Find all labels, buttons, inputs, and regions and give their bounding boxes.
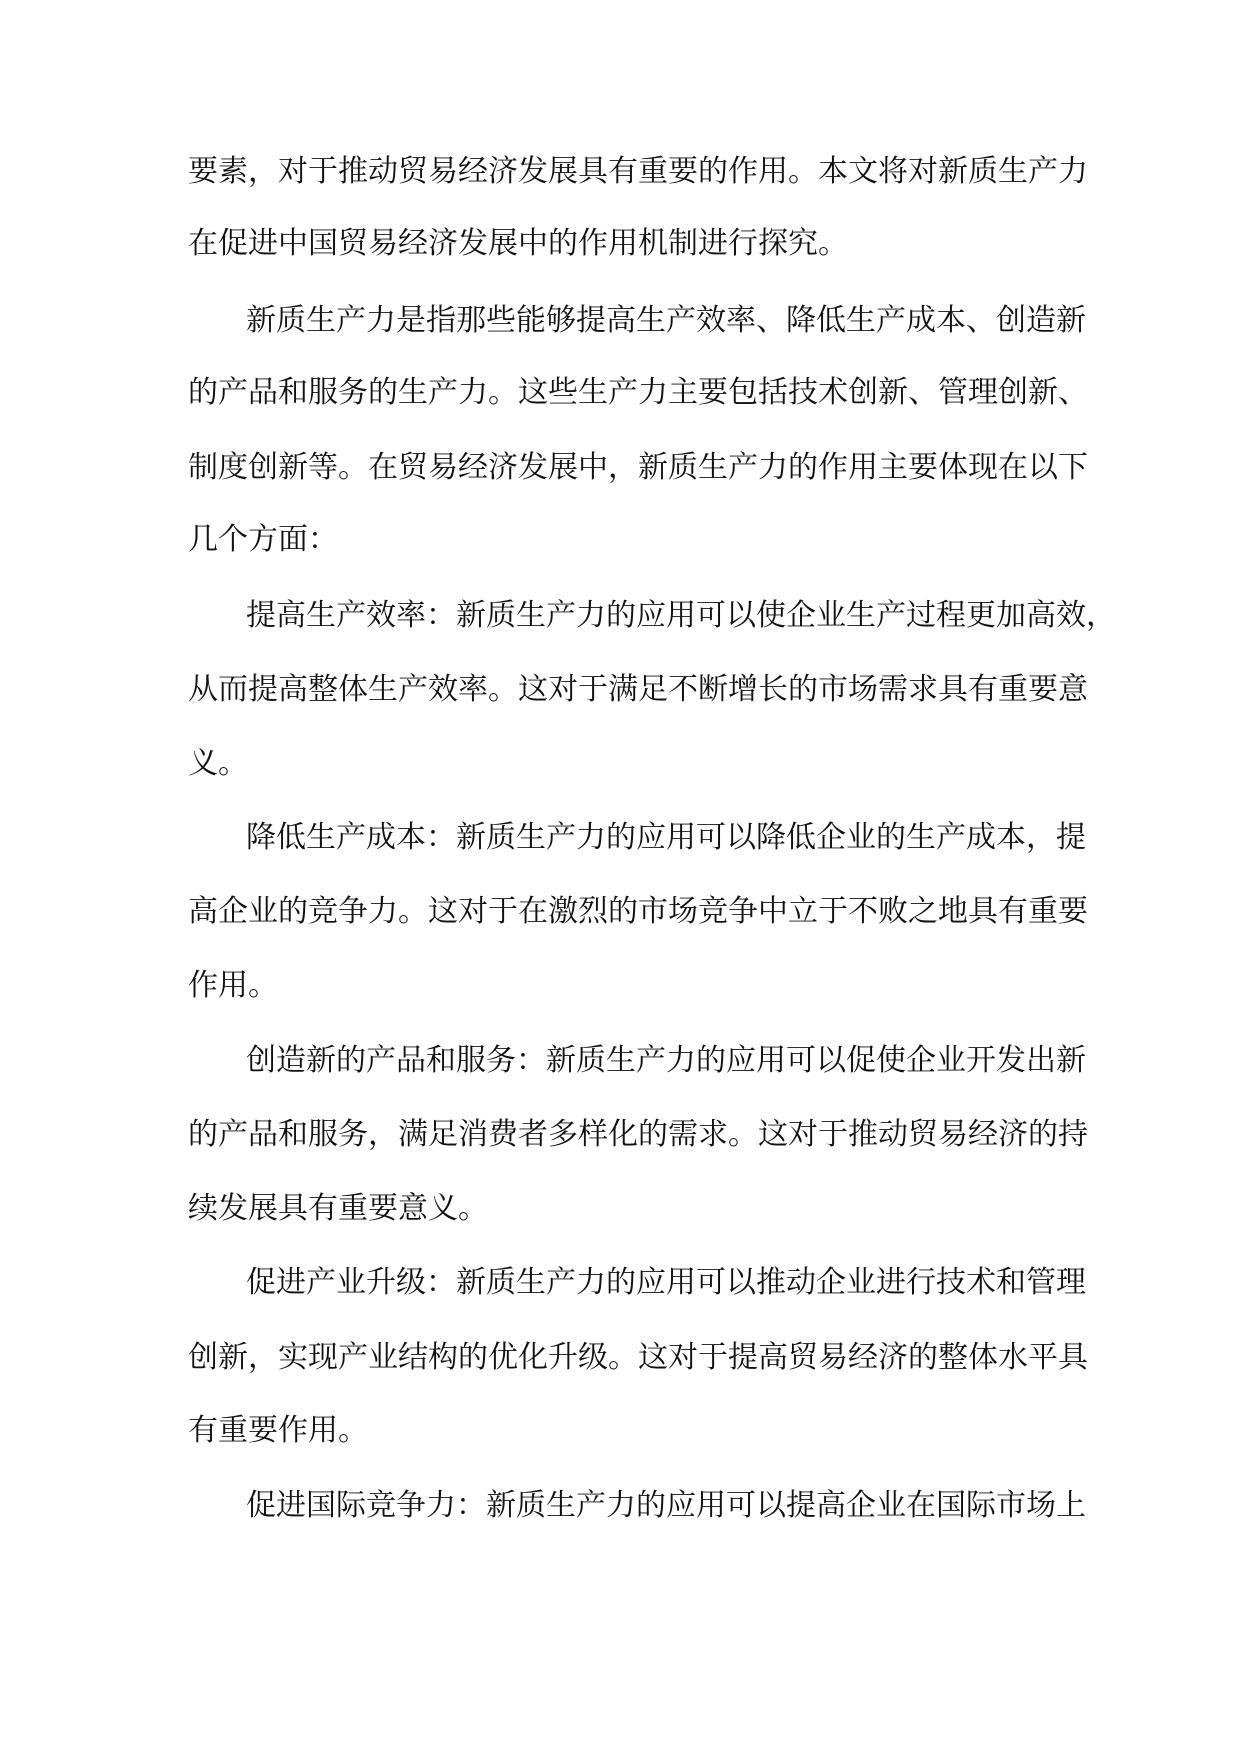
text-line-16: 促进产业升级：新质生产力的应用可以推动企业进行技术和管理 (246, 1265, 1086, 1300)
text-line-19: 促进国际竞争力：新质生产力的应用可以提高企业在国际市场上 (246, 1488, 1086, 1523)
text-line-9: 义。 (188, 746, 248, 781)
text-line-6: 几个方面： (188, 522, 338, 557)
text-line-4: 的产品和服务的生产力。这些生产力主要包括技术创新、管理创新、 (188, 375, 1088, 410)
text-line-3: 新质生产力是指那些能够提高生产效率、降低生产成本、创造新 (246, 303, 1086, 338)
text-line-5: 制度创新等。在贸易经济发展中，新质生产力的作用主要体现在以下 (188, 450, 1088, 485)
text-line-15: 续发展具有重要意义。 (188, 1191, 488, 1226)
text-line-18: 有重要作用。 (188, 1413, 368, 1448)
text-line-14: 的产品和服务，满足消费者多样化的需求。这对于推动贸易经济的持 (188, 1117, 1088, 1152)
text-line-11: 高企业的竞争力。这对于在激烈的市场竞争中立于不败之地具有重要 (188, 894, 1088, 929)
text-line-1: 要素，对于推动贸易经济发展具有重要的作用。本文将对新质生产力 (188, 154, 1088, 189)
text-line-12: 作用。 (188, 968, 278, 1003)
text-line-10: 降低生产成本：新质生产力的应用可以降低企业的生产成本，提 (246, 820, 1086, 855)
text-line-7: 提高生产效率：新质生产力的应用可以使企业生产过程更加高效， (246, 598, 1116, 633)
text-line-2: 在促进中国贸易经济发展中的作用机制进行探究。 (188, 226, 848, 261)
text-line-17: 创新，实现产业结构的优化升级。这对于提高贸易经济的整体水平具 (188, 1340, 1088, 1375)
text-line-8: 从而提高整体生产效率。这对于满足不断增长的市场需求具有重要意 (188, 672, 1088, 707)
text-line-13: 创造新的产品和服务：新质生产力的应用可以促使企业开发出新 (246, 1043, 1086, 1078)
